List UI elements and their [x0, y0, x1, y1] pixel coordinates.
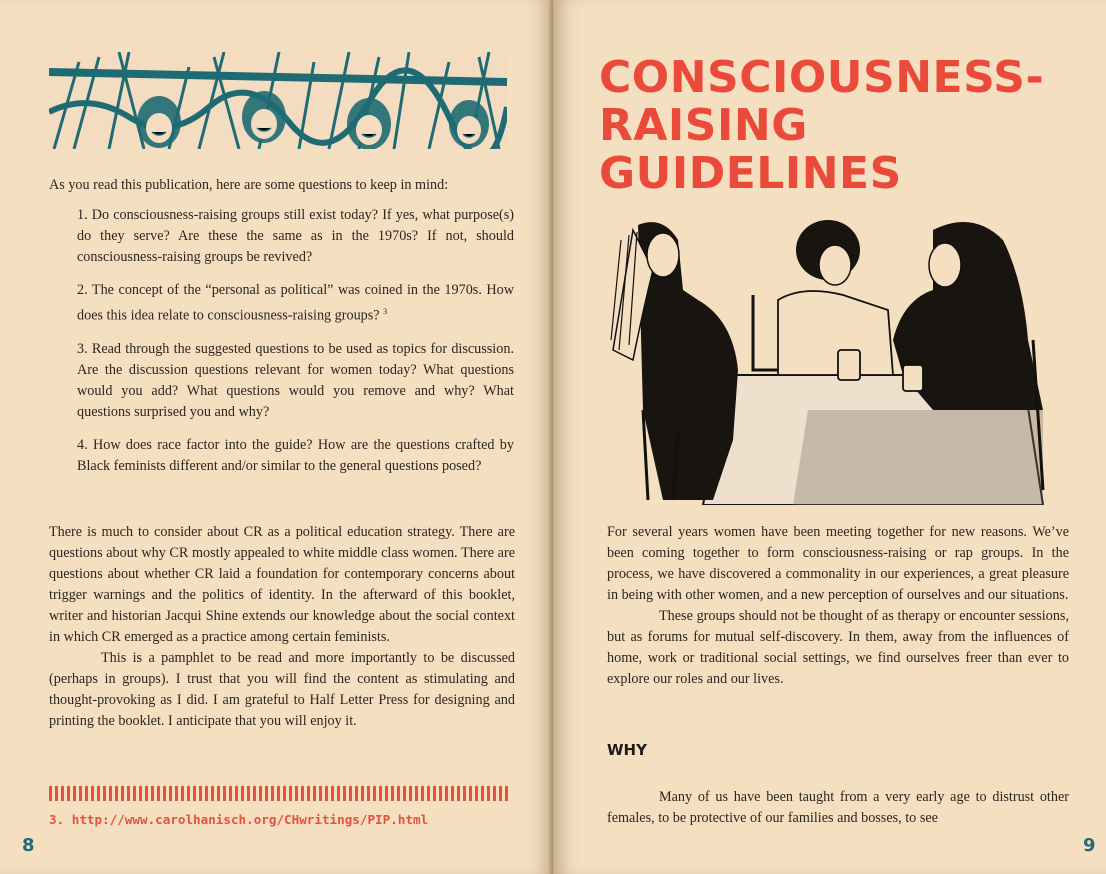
question-item-2 [77, 280, 514, 327]
right-paragraph-2: These groups should not be thought of as therapy or encounter sessions, but as forums for mutual self-discovery. In them, away from the influences of home, work or traditional social settings, we find ourselves freer than ever to explore our roles and our lives. [607, 608, 1069, 687]
section-heading-why: WHY [607, 741, 647, 759]
question-item-3: 3. Read through the suggested questions to be used as topics for discussion. Are the discussion questions relevant for women today? What questions would you add? What questions would you remove and why? What questions surprised you and why? [77, 340, 514, 420]
title-line-2: RAISING [599, 100, 808, 151]
left-body-text [49, 522, 515, 732]
intro-text: As you read this publication, here are some questions to keep in mind: [49, 177, 449, 193]
footnote-reference: 3 [383, 307, 388, 316]
left-paragraph-1: There is much to consider about CR as a political education strategy. There are questions about why CR mostly appealed to white middle class women. There are questions about whether CR laid a foundation for contemporary concerns about trigger warnings and the politics of identity. In the afterward of this booklet, writer and historian Jacqui Shine extends our knowledge about the social context in which CR emerged as a practice among certain feminists. [49, 524, 515, 645]
left-paragraph-2: This is a pamphlet to be read and more importantly to be discussed (perhaps in groups). I trust that you will find the content as stimulating and thought-provoking as I did. I am grateful to Half Letter Press for designing and printing the booklet. I anticipate that you will enjoy it. [49, 650, 515, 729]
page-title [599, 54, 1044, 198]
right-paragraph-1: For several years women have been meeting together for new reasons. We’ve been coming together to form consciousness-raising or rap groups. In the process, we have discovered a commonality in our experiences, a great pleasure in being with other women, and a new perception of ourselves and our situations. [607, 524, 1069, 603]
question-2-text: 2. The concept of the “personal as political” was coined in the 1970s. How does this idea relate to consciousness-raising groups? [77, 282, 514, 324]
page-number-right: 9 [1083, 835, 1096, 856]
raised-arms-banner-illustration [49, 52, 507, 149]
question-item-1: 1. Do consciousness-raising groups still exist today? If yes, what purpose(s) do they serve? Are these the same as in the 1970s? If not, should consciousness-raising groups be revived? [77, 207, 514, 265]
question-list [77, 205, 514, 489]
right-body-text [607, 522, 1069, 690]
title-line-1: CONSCIOUSNESS- [599, 52, 1045, 103]
footnote-url[interactable]: 3. http://www.carolhanisch.org/CHwritings/PIP.html [49, 812, 429, 827]
title-line-3: GUIDELINES [599, 148, 902, 199]
three-women-at-table-illustration [603, 210, 1069, 505]
page-number-left: 8 [22, 835, 35, 856]
why-paragraph: Many of us have been taught from a very early age to distrust other females, to be protective of our families and bosses, to see [607, 789, 1069, 826]
right-page [553, 0, 1106, 874]
question-item-4: 4. How does race factor into the guide? How are the questions crafted by Black feminists different and/or similar to the general questions posed? [77, 436, 514, 474]
red-divider-bar [49, 786, 509, 801]
